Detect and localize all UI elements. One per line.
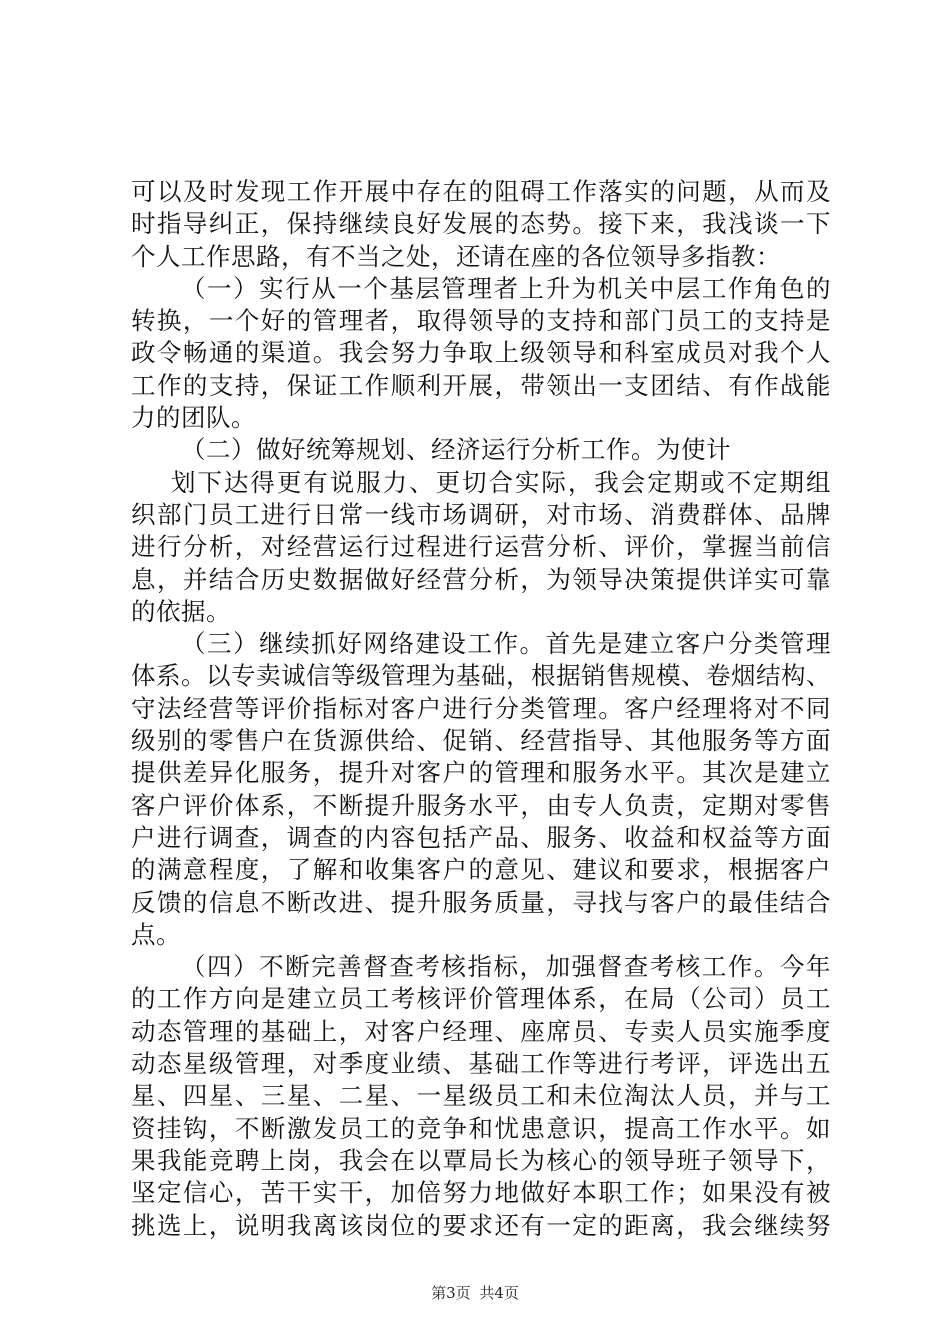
text-line: 动态星级管理，对季度业绩、基础工作等进行考评，评选出五 xyxy=(131,1049,831,1079)
text-line: 划下达得更有说服力、更切合实际，我会定期或不定期组 xyxy=(171,467,831,497)
paragraph-intro xyxy=(131,176,831,273)
text-line: （二）做好统筹规划、经济运行分析工作。为使计 xyxy=(181,435,731,465)
text-line: 提供差异化服务，提升对客户的管理和服务水平。其次是建立 xyxy=(131,758,831,788)
paragraph-section-2 xyxy=(131,434,831,628)
text-line: （一）实行从一个基层管理者上升为机关中层工作角色的 xyxy=(181,273,831,303)
text-line: 政令畅通的渠道。我会努力争取上级领导和科室成员对我个人 xyxy=(131,338,831,368)
text-line: 守法经营等评价指标对客户进行分类管理。客户经理将对不同 xyxy=(131,693,831,723)
text-line: 力的团队。 xyxy=(131,403,256,433)
text-line: 时指导纠正，保持继续良好发展的态势。接下来，我浅谈一下 xyxy=(131,209,831,239)
text-line: 反馈的信息不断改进、提升服务质量，寻找与客户的最佳结合 xyxy=(131,887,831,917)
text-line: 可以及时发现工作开展中存在的阻碍工作落实的问题，从而及 xyxy=(131,177,831,206)
paragraph-section-1 xyxy=(131,273,831,434)
text-line: 转换，一个好的管理者，取得领导的支持和部门员工的支持是 xyxy=(131,306,831,336)
text-line: 工作的支持，保证工作顺利开展，带领出一支团结、有作战能 xyxy=(131,370,831,400)
text-line: 织部门员工进行日常一线市场调研，对市场、消费群体、品牌 xyxy=(131,499,831,529)
text-line: 客户评价体系，不断提升服务水平，由专人负责，定期对零售 xyxy=(131,790,831,820)
text-line: 挑选上，说明我离该岗位的要求还有一定的距离，我会继续努 xyxy=(131,1210,831,1240)
text-line: 进行分析，对经营运行过程进行运营分析、评价，掌握当前信 xyxy=(131,532,831,562)
page-total: 共4页 xyxy=(479,1284,519,1302)
text-line: 点。 xyxy=(131,919,181,949)
text-line: 级别的零售户在货源供给、促销、经营指导、其他服务等方面 xyxy=(131,726,831,756)
text-line: 的工作方向是建立员工考核评价管理体系，在局（公司）员工 xyxy=(131,984,831,1014)
text-line: 的依据。 xyxy=(131,596,231,626)
page-number: 第3页 xyxy=(431,1284,471,1302)
text-line: 户进行调查，调查的内容包括产品、服务、收益和权益等方面 xyxy=(131,822,831,852)
text-line: 动态管理的基础上，对客户经理、座席员、专卖人员实施季度 xyxy=(131,1016,831,1046)
text-line: 息，并结合历史数据做好经营分析，为领导决策提供详实可靠 xyxy=(131,564,831,594)
text-line: （四）不断完善督查考核指标，加强督查考核工作。今年 xyxy=(181,952,831,982)
text-line: 资挂钩，不断激发员工的竞争和忧患意识，提高工作水平。如 xyxy=(131,1113,831,1143)
paragraph-section-3 xyxy=(131,628,831,951)
paragraph-section-4 xyxy=(131,951,831,1242)
document-body xyxy=(131,176,831,1242)
text-line: 的满意程度，了解和收集客户的意见、建议和要求，根据客户 xyxy=(131,855,831,885)
text-line: 果我能竞聘上岗，我会在以覃局长为核心的领导班子领导下， xyxy=(131,1145,831,1175)
page-footer xyxy=(0,1282,950,1303)
text-line: 星、四星、三星、二星、一星级员工和未位淘汰人员，并与工 xyxy=(131,1081,831,1111)
text-line: 坚定信心，苦干实干，加倍努力地做好本职工作；如果没有被 xyxy=(131,1178,831,1208)
text-line: 个人工作思路，有不当之处，还请在座的各位领导多指教： xyxy=(131,241,781,271)
text-line: 体系。以专卖诚信等级管理为基础，根据销售规模、卷烟结构、 xyxy=(131,661,831,691)
text-line: （三）继续抓好网络建设工作。首先是建立客户分类管理 xyxy=(181,629,831,659)
